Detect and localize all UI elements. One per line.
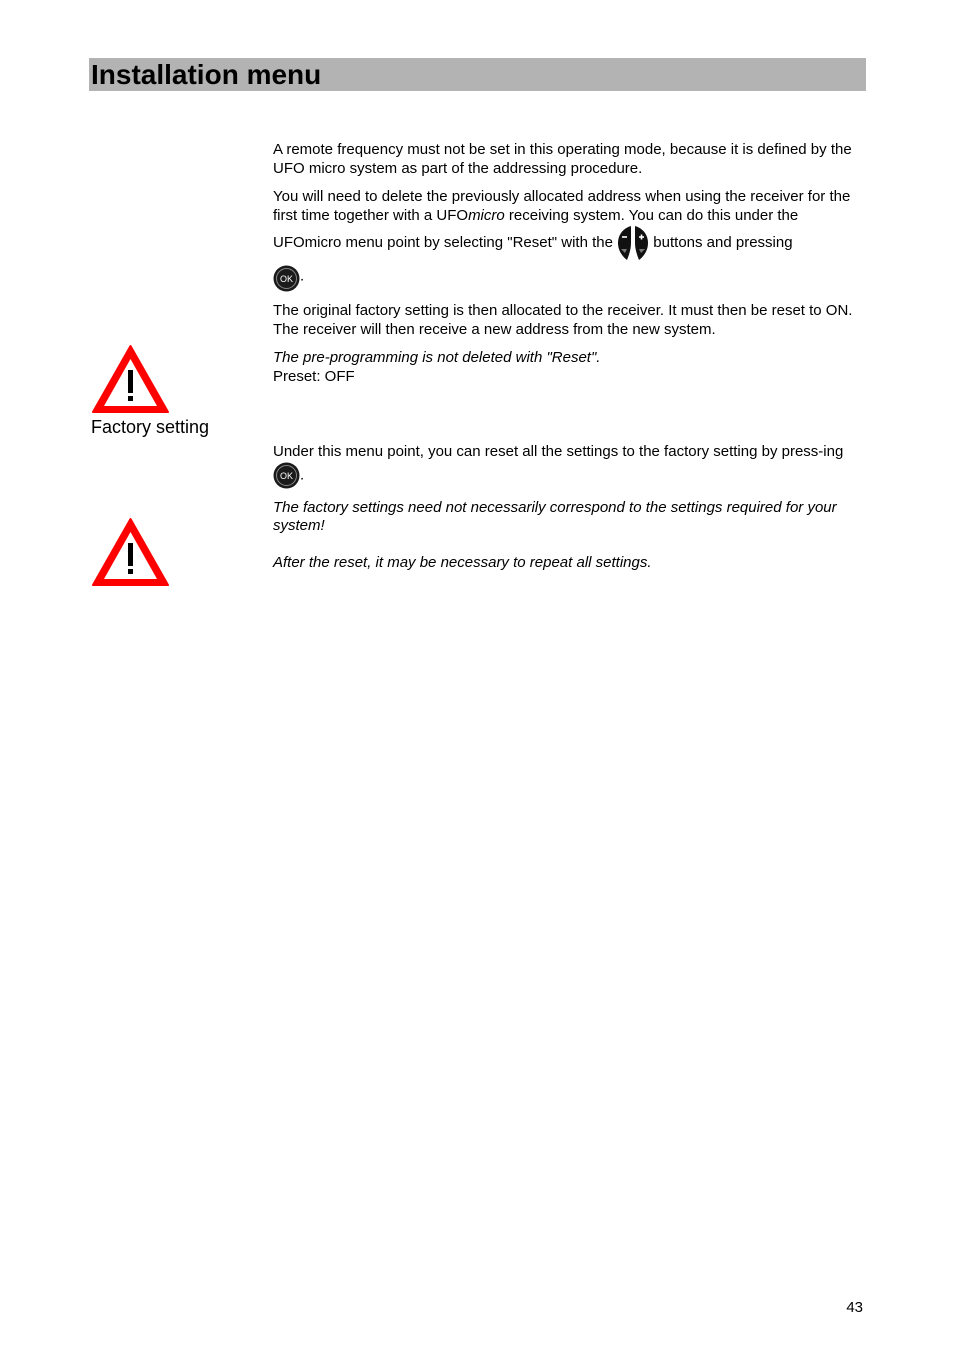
factory-setting-section — [273, 443, 866, 572]
factory-note-1: The factory settings need not necessarily correspond to the settings required for your system! — [273, 498, 837, 534]
page-title: Installation menu — [91, 59, 322, 90]
remote-paragraph-1: A remote frequency must not be set in this operating mode, because it is defined by the UFO micro system as part of the addressing procedure. — [273, 141, 852, 177]
remote-paragraph-3: The original factory setting is then allocated to the receiver. It must then be reset to ON. The receiver will then receive a new address from the new system. — [273, 302, 853, 338]
preset-value: Preset: OFF — [273, 367, 355, 385]
svg-text:OK: OK — [279, 470, 294, 481]
warning-triangle-icon — [91, 517, 170, 587]
minus-plus-buttons-icon — [617, 225, 649, 261]
ok-button-icon — [273, 462, 300, 489]
factory-setting-label: Factory setting — [91, 417, 210, 437]
page-number: 43 — [846, 1299, 863, 1316]
ok-button-icon — [273, 265, 300, 292]
page-header — [89, 58, 866, 91]
factory-note-2: After the reset, it may be necessary to repeat all settings. — [273, 553, 652, 571]
factory-paragraph-1: Under this menu point, you can reset all the settings to the factory setting by press-ing OK . — [273, 443, 866, 489]
remote-frequency-section — [273, 141, 866, 386]
svg-text:OK: OK — [279, 274, 294, 284]
warning-triangle-icon — [91, 344, 170, 414]
remote-paragraph-2: You will need to delete the previously allocated address when using the receiver for the first time together with a UFOmicro receiving system. You can do this under the UFOmicro menu point by selecting "Reset" with the buttons and pressing OK . — [273, 188, 866, 292]
reset-note: The pre-programming is not deleted with "Reset". — [273, 349, 601, 366]
